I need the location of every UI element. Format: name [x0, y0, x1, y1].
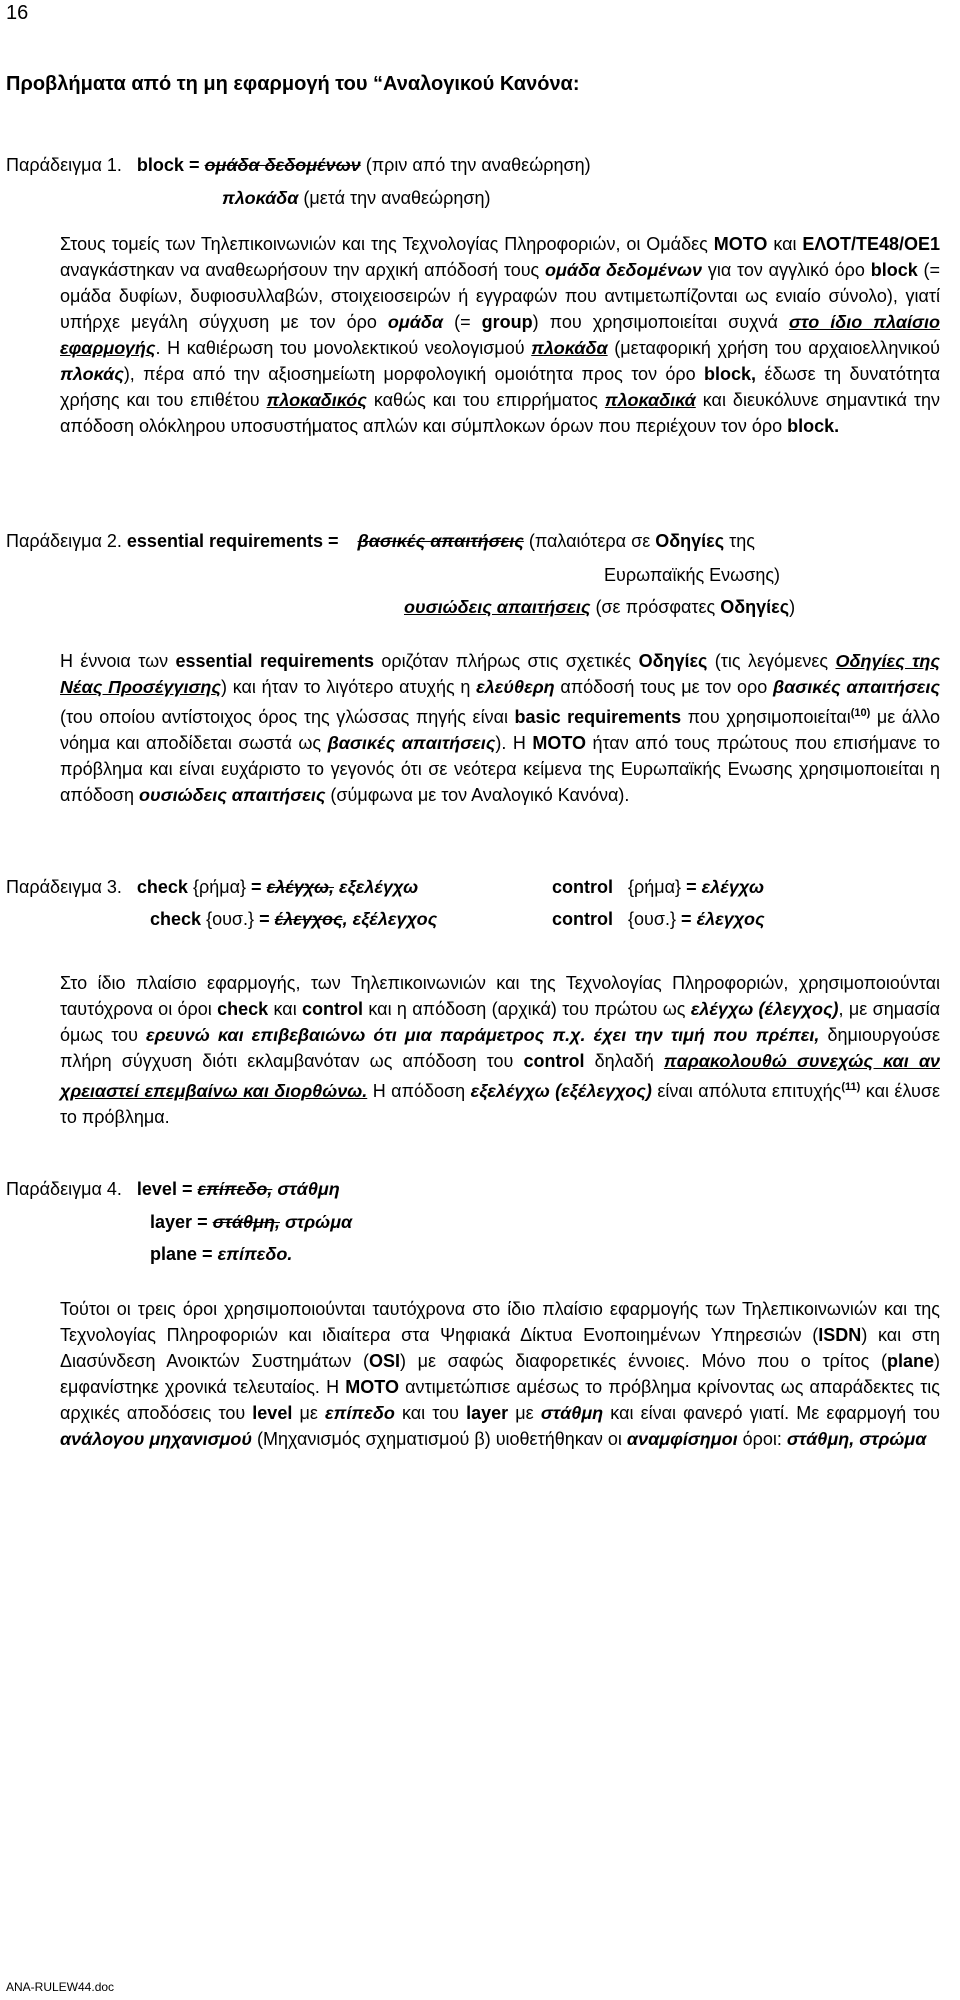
example-label: Παράδειγμα 3. [6, 877, 122, 897]
emphasized-term: block [870, 260, 918, 280]
emphasized-term: πλοκάδα [531, 338, 608, 358]
example-3-control-row-1 [552, 876, 764, 898]
paragraph-text: (σύμφωνα με τον Αναλογικό Κανόνα). [325, 785, 630, 805]
equals-sign: = [686, 877, 697, 897]
emphasized-term: εξελέγχω (εξέλεγχος) [470, 1081, 652, 1101]
paragraph-text: και του [394, 1403, 467, 1423]
example-4-row-1 [6, 1178, 340, 1200]
page-number: 16 [6, 2, 29, 24]
emphasized-term: control [523, 1051, 585, 1071]
emphasized-term: ΜΟΤΟ [713, 234, 768, 254]
example-label: Παράδειγμα 4. [6, 1179, 122, 1199]
translation: επίπεδο. [217, 1244, 293, 1264]
emphasized-term: ΜΟΤΟ [345, 1377, 399, 1397]
equals-sign: = [259, 909, 270, 929]
emphasized-term: στο ίδιο πλαίσιο εφαρμογής [60, 312, 940, 358]
emphasized-term: essential requirements [175, 651, 374, 671]
emphasized-term: ελεύθερη [476, 677, 555, 697]
document-filename: ANA-RULEW44.doc [6, 1980, 115, 1994]
emphasized-term: level [252, 1403, 293, 1423]
source-term: level [136, 1179, 177, 1199]
new-translation: πλοκάδα [222, 188, 299, 208]
paragraph-text: ). Η [495, 733, 533, 753]
emphasized-term: Οδηγίες [638, 651, 708, 671]
emphasized-term: ερευνώ και επιβεβαιώνω ότι μια παράμετρος π.χ. έχει την τιμή που πρέπει, [146, 1025, 820, 1045]
example-label: Παράδειγμα 1. [6, 155, 122, 175]
old-note-bold: Οδηγίες [655, 531, 725, 551]
paragraph-text: όροι: [737, 1429, 787, 1449]
emphasized-term: (11) [841, 1081, 861, 1093]
paragraph-text: και [268, 999, 303, 1019]
paragraph-text: Η έννοια των [60, 651, 176, 671]
emphasized-term: αναμφίσημοι [626, 1429, 738, 1449]
old-translation: στάθμη, [212, 1212, 280, 1232]
paragraph-text: απόδοσή τους με τον ορο [554, 677, 773, 697]
example-2-header [6, 530, 755, 552]
paragraph-text: και είναι φανερό γιατί. Με εφαρμογή του [603, 1403, 941, 1423]
new-translation: ουσιώδεις απαιτήσεις [404, 597, 591, 617]
example-label: Παράδειγμα 2. [6, 531, 122, 551]
paragraph-text: έδωσε τη δυνατότητα χρήσης και του επιθέτου [60, 364, 941, 410]
new-translation: στρώμα [284, 1212, 353, 1232]
paragraph-text: , με σημασία όμως του [60, 999, 940, 1045]
paragraph-text: ) και ήταν το λιγότερο ατυχής η [221, 677, 477, 697]
paragraph-text: Στο ίδιο πλαίσιο εφαρμογής, των Τηλεπικοινωνιών και της Τεχνολογίας Πληροφοριών, χρησιμοποιούνται ταυτόχρονα οι όροι [60, 973, 940, 1019]
old-note: (πριν από την αναθεώρηση) [365, 155, 591, 175]
paragraph-text: ) εμφανίστηκε χρονικά τελευταίος. Η [60, 1351, 940, 1397]
example-1-header [6, 154, 591, 176]
source-term: block [136, 155, 184, 175]
emphasized-term: group [481, 312, 533, 332]
control-term: control [552, 909, 613, 929]
emphasized-term: πλοκαδικός [266, 390, 367, 410]
paragraph-text: με [508, 1403, 541, 1423]
paragraph-text: και έλυσε το πρόβλημα. [60, 1081, 940, 1127]
new-note: (μετά την αναθεώρηση) [303, 188, 491, 208]
paragraph-text: (τις λεγόμενες [707, 651, 836, 671]
paragraph-text: ήταν από τους πρώτους που επισήμανε το πρόβλημα και είναι ευχάριστο το γεγονός ότι σε νεότερα κείμενα της Ευρωπαϊκής Ενωσης χρησιμοποιείται η απόδοση [60, 733, 941, 805]
old-translation: επίπεδο, [197, 1179, 273, 1199]
new-note: (σε πρόσφατες [595, 597, 716, 617]
old-translation: έλεγχος [274, 909, 343, 929]
paragraph-text: (= ομάδα δυφίων, δυφιοσυλλαβών, στοιχειοσειρών ή εγγραφών που αντιμετωπίζονται ως ενιαίο σύνολο), γιατί υπήρχε μεγάλη σύγχυση με τον όρο [60, 260, 941, 332]
emphasized-term: ΜΟΤΟ [532, 733, 587, 753]
example-2-old-note-line2: Ευρωπαϊκής Ενωσης) [604, 565, 780, 585]
emphasized-term: στάθμη, στρώμα [786, 1429, 927, 1449]
paragraph-text: ) και στη Διασύνδεση Ανοικτών Συστημάτων ( [60, 1325, 940, 1371]
source-term: layer [150, 1212, 193, 1232]
part-of-speech: {ρήμα} [628, 877, 682, 897]
emphasized-term: πλοκάς [60, 364, 124, 384]
new-translation: στάθμη [277, 1179, 340, 1199]
emphasized-term: layer [466, 1403, 509, 1423]
equals-sign: = [202, 1244, 213, 1264]
emphasized-term: ομάδα δεδομένων [545, 260, 703, 280]
paragraph-text: οριζόταν πλήρως στις σχετικές [373, 651, 639, 671]
emphasized-term: βασικές απαιτήσεις [327, 733, 496, 753]
example-4-row-2 [150, 1211, 352, 1233]
emphasized-term: βασικές απαιτήσεις [772, 677, 940, 697]
emphasized-term: plane [886, 1351, 934, 1371]
example-3-row-1 [6, 876, 418, 898]
control-term: control [552, 877, 613, 897]
control-translation: έλεγχος [696, 909, 765, 929]
emphasized-term: παρακολουθώ συνεχώς και αν χρειαστεί επεμβαίνω και διορθώνω. [60, 1051, 940, 1101]
paragraph-text: δημιουργούσε πλήρη σύγχυση διότι εκλαμβανόταν ως απόδοση του [60, 1025, 940, 1071]
source-term: check [136, 877, 188, 897]
paragraph-text: ) που χρησιμοποιείται συχνά [532, 312, 789, 332]
paragraph-text: ), πέρα από την αξιοσημείωτη μορφολογική ομοιότητα προς τον όρο [123, 364, 705, 384]
emphasized-term: ουσιώδεις απαιτήσεις [139, 785, 326, 805]
example-1-paragraph [60, 231, 940, 439]
old-note: (παλαιότερα σε [528, 531, 651, 551]
paragraph-text: αντιμετώπισε αμέσως το πρόβλημα κρίνοντας ως απαράδεκτες τις αρχικές αποδόσεις του [60, 1377, 940, 1423]
new-translation: εξελέγχω [339, 877, 419, 897]
example-2-paragraph [60, 648, 940, 808]
paragraph-text: Στους τομείς των Τηλεπικοινωνιών και της Τεχνολογίας Πληροφοριών, οι Ομάδες [60, 234, 714, 254]
equals-sign: = [681, 909, 692, 929]
paragraph-text: δηλαδή [584, 1051, 664, 1071]
example-3-row-2 [150, 908, 437, 930]
equals-sign: = [188, 155, 200, 175]
emphasized-term: ανάλογου μηχανισμού [60, 1429, 253, 1449]
paragraph-text: και [767, 234, 803, 254]
emphasized-term: πλοκαδικά [604, 390, 696, 410]
example-2-new-row [404, 596, 795, 618]
emphasized-term: ΕΛΟΤ/ΤΕ48/ΟΕ1 [802, 234, 940, 254]
part-of-speech: {ουσ.} [206, 909, 255, 929]
source-term: plane [150, 1244, 198, 1264]
equals-sign: = [197, 1212, 208, 1232]
example-3-control-row-2 [552, 908, 765, 930]
emphasized-term: block, [704, 364, 757, 384]
new-translation: , εξέλεγχος [342, 909, 438, 929]
paragraph-text: (Μηχανισμός σχηματισμού β) υιοθετήθηκαν οι [252, 1429, 627, 1449]
paragraph-text: για τον αγγλικό όρο [702, 260, 871, 280]
paragraph-text: είναι απόλυτα επιτυχής [651, 1081, 842, 1101]
emphasized-term: στάθμη [540, 1403, 604, 1423]
control-translation: ελέγχω [701, 877, 765, 897]
paragraph-text: καθώς και του επιρρήματος [366, 390, 605, 410]
paragraph-text: (= [443, 312, 482, 332]
example-4-row-3 [150, 1243, 292, 1265]
source-term: check [150, 909, 202, 929]
paragraph-text: με άλλο νόημα και αποδίδεται σωστά ως [60, 707, 940, 753]
emphasized-term: Οδηγίες της Νέας Προσέγγισης [60, 651, 940, 697]
emphasized-term: ομάδα [387, 312, 444, 332]
emphasized-term: ISDN [818, 1325, 862, 1345]
part-of-speech: {ουσ.} [628, 909, 677, 929]
paragraph-text: ) με σαφώς διαφορετικές έννοιες. Μόνο που ο τρίτος ( [400, 1351, 887, 1371]
paragraph-text: και διευκόλυνε σημαντικά την απόδοση ολόκληρου υποσυστήματος απλών και σύμπλοκων όρων που περιέχουν τον όρο [60, 390, 940, 436]
paragraph-text: (μεταφορική χρήση του αρχαιοελληνικού [607, 338, 940, 358]
old-note-end: της [729, 531, 755, 551]
source-term: essential requirements = [126, 531, 339, 551]
emphasized-term: check [217, 999, 269, 1019]
part-of-speech: {ρήμα} [192, 877, 247, 897]
new-note-bold: Οδηγίες [720, 597, 790, 617]
example-3-paragraph [60, 970, 940, 1130]
paragraph-text: και η απόδοση (αρχικά) του πρώτου ως [363, 999, 691, 1019]
equals-sign: = [181, 1179, 193, 1199]
paragraph-text: Η απόδοση [367, 1081, 471, 1101]
paragraph-text: Τούτοι οι τρεις όροι χρησιμοποιούνται ταυτόχρονα στο ίδιο πλαίσιο εφαρμογής των Τηλεπικοινωνιών και της Τεχνολογίας Πληροφοριών και ιδιαίτερα στα Ψηφιακά Δίκτυα Ενοποιημένων Υπηρεσιών ( [60, 1299, 940, 1345]
old-translation: βασικές απαιτήσεις [357, 531, 524, 551]
emphasized-term: block. [787, 416, 840, 436]
section-heading: Προβλήματα από τη μη εφαρμογή του “Αναλογικού Κανόνα: [6, 73, 580, 95]
old-translation: ομάδα δεδομένων [204, 155, 361, 175]
paragraph-text: . Η καθιέρωση του μονολεκτικού νεολογισμού [155, 338, 532, 358]
equals-sign: = [251, 877, 262, 897]
paragraph-text: (του οποίου αντίστοιχος όρος της γλώσσας πηγής είναι [60, 707, 515, 727]
paragraph-text: που χρησιμοποιείται [681, 707, 851, 727]
example-1-new-row [222, 187, 490, 209]
example-4-paragraph [60, 1296, 940, 1452]
emphasized-term: control [302, 999, 364, 1019]
old-translation: ελέγχω, [266, 877, 334, 897]
emphasized-term: (10) [850, 707, 871, 719]
emphasized-term: OSI [368, 1351, 400, 1371]
emphasized-term: ελέγχω (έλεγχος) [690, 999, 839, 1019]
emphasized-term: basic requirements [514, 707, 682, 727]
paragraph-text: αναγκάστηκαν να αναθεωρήσουν την αρχική απόδοσή τους [60, 260, 546, 280]
paragraph-text: με [292, 1403, 325, 1423]
new-note-end: ) [789, 597, 796, 617]
emphasized-term: επίπεδο [325, 1403, 395, 1423]
